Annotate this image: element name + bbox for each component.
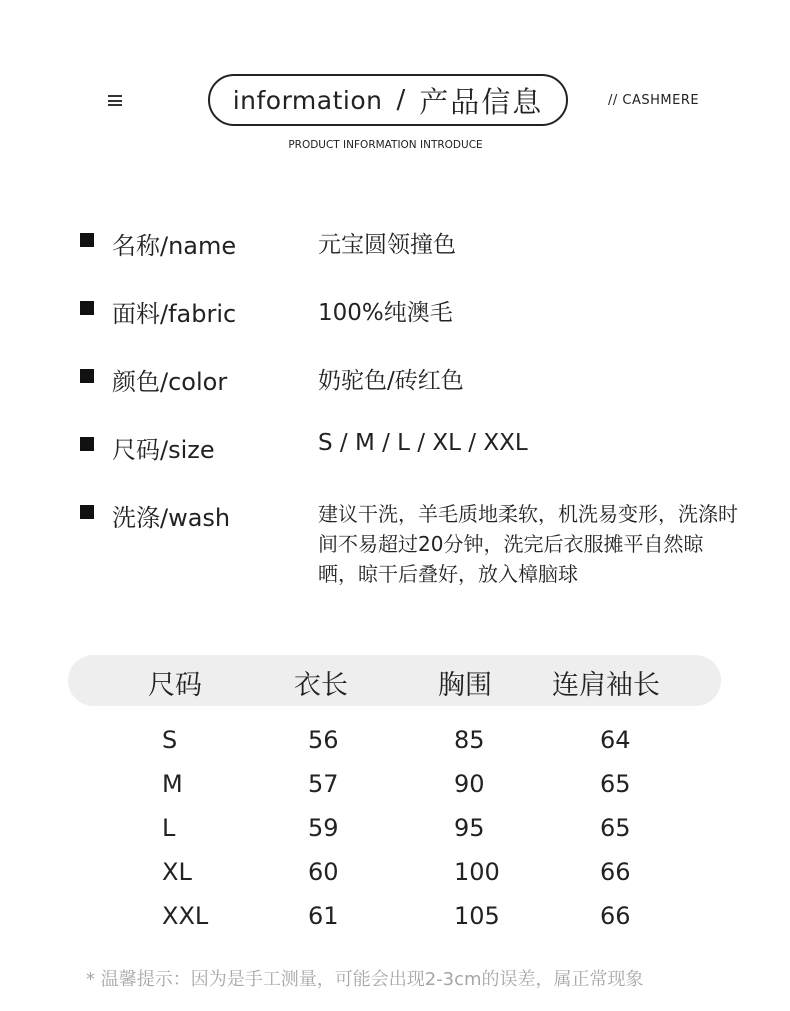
table-cell: XXL xyxy=(162,902,209,930)
table-cell: 95 xyxy=(454,814,485,842)
page-subtitle: PRODUCT INFORMATION INTRODUCE xyxy=(288,139,483,151)
table-cell: 65 xyxy=(600,770,631,798)
info-value: 100%纯澳毛 xyxy=(318,300,453,326)
table-cell: 60 xyxy=(308,858,339,886)
bullet-square-icon xyxy=(80,505,94,519)
title-en: information xyxy=(232,85,383,115)
size-table-header xyxy=(68,655,721,706)
page-title xyxy=(208,74,568,126)
table-cell: 65 xyxy=(600,814,631,842)
table-cell: XL xyxy=(162,858,192,886)
table-cell: 61 xyxy=(308,902,339,930)
column-header: 连肩袖长 xyxy=(552,670,660,701)
table-cell: 59 xyxy=(308,814,339,842)
info-label: 名称/name xyxy=(112,232,237,260)
measurement-footnote: * 温馨提示：因为是手工测量，可能会出现2-3cm的误差，属正常现象 xyxy=(86,969,644,990)
brand-tag: // CASHMERE xyxy=(608,93,700,108)
table-cell: 66 xyxy=(600,902,631,930)
table-cell: 100 xyxy=(454,858,500,886)
info-value: S / M / L / XL / XXL xyxy=(318,430,528,456)
table-cell: M xyxy=(162,770,183,798)
table-cell: 85 xyxy=(454,726,485,754)
bullet-square-icon xyxy=(80,301,94,315)
column-header: 胸围 xyxy=(438,670,492,701)
column-header: 衣长 xyxy=(294,670,348,701)
table-cell: 105 xyxy=(454,902,500,930)
info-value: 奶驼色/砖红色 xyxy=(318,368,464,394)
table-cell: S xyxy=(162,726,178,754)
info-value: 元宝圆领撞色 xyxy=(318,232,456,258)
title-cn: 产品信息 xyxy=(419,84,544,119)
info-label: 面料/fabric xyxy=(112,300,237,328)
title-separator: / xyxy=(396,85,406,115)
info-value-wash: 建议干洗，羊毛质地柔软，机洗易变形，洗涤时间不易超过20分钟，洗完后衣服摊平自然晾晒，晾干后叠好，放入樟脑球 xyxy=(318,502,738,586)
table-cell: 90 xyxy=(454,770,485,798)
column-header: 尺码 xyxy=(148,670,202,701)
bullet-square-icon xyxy=(80,233,94,247)
table-cell: 64 xyxy=(600,726,631,754)
table-cell: L xyxy=(162,814,176,842)
menu-icon[interactable] xyxy=(108,95,122,106)
bullet-square-icon xyxy=(80,369,94,383)
info-label: 颜色/color xyxy=(112,368,228,396)
table-cell: 57 xyxy=(308,770,339,798)
bullet-square-icon xyxy=(80,437,94,451)
info-label: 洗涤/wash xyxy=(112,504,231,532)
info-label: 尺码/size xyxy=(112,436,215,464)
table-cell: 56 xyxy=(308,726,339,754)
table-cell: 66 xyxy=(600,858,631,886)
